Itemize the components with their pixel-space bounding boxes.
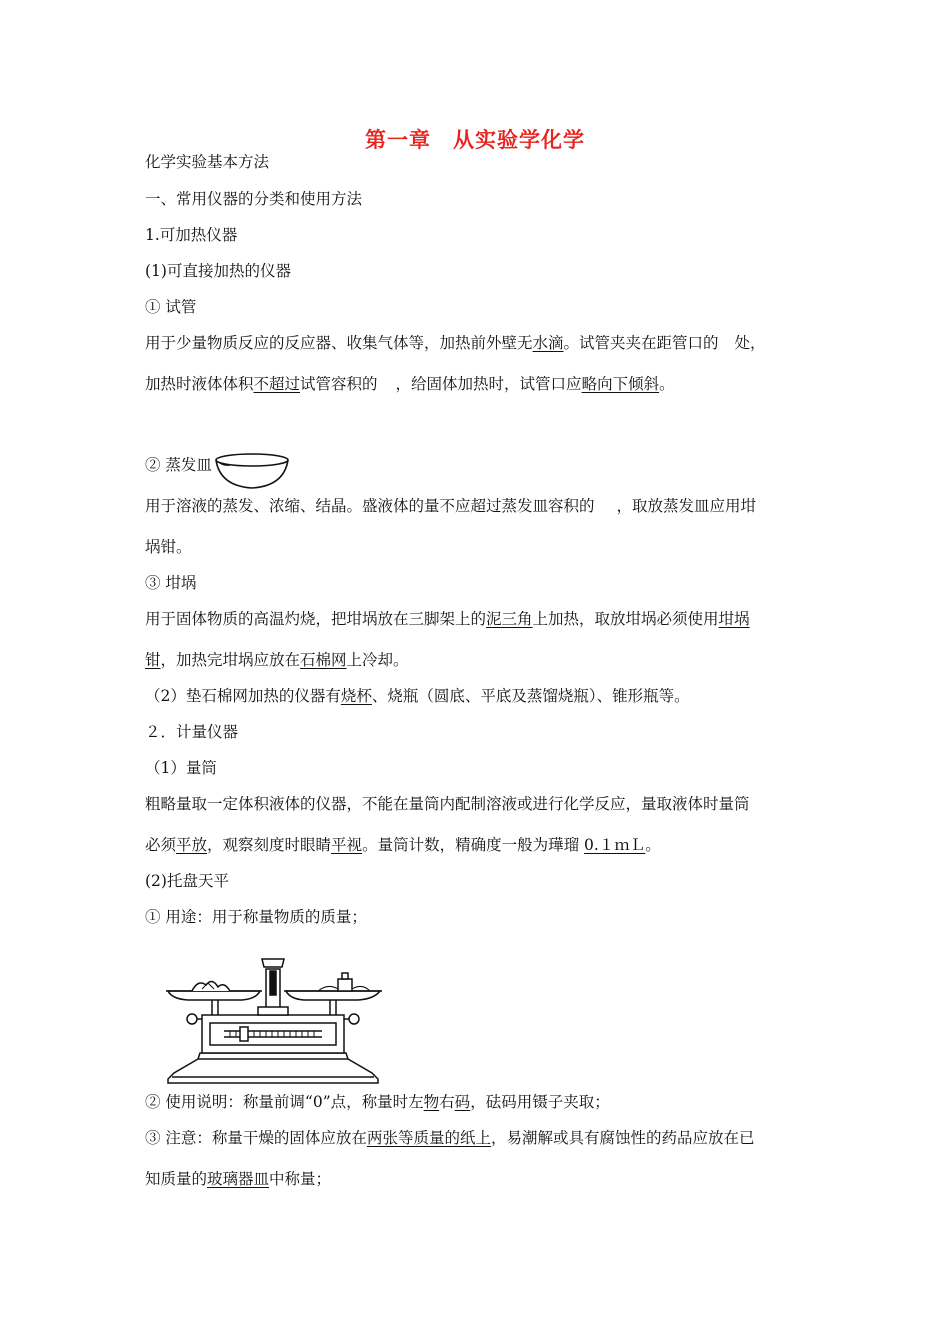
balance-note-line2 [145,1169,331,1189]
text: 中称量； [269,1170,332,1188]
heading-direct-heating: (1)可直接加热的仪器 [145,262,291,280]
test-tube-paragraph-line1 [145,333,766,353]
chapter-title: 第一章 从实验学化学 [365,128,585,152]
answer-blank: 平放 [176,836,208,854]
text: ③ 注意：称量干燥的固体应放在 [145,1129,367,1147]
text: 用于少量物质反应的反应器、收集气体等，加热前外壁无 [145,334,533,352]
evaporating-dish-illustration [214,452,290,494]
text: ，砝码用镊子夹取； [470,1093,610,1111]
heading-measuring-instruments: ２．计量仪器 [145,723,239,741]
asbestos-gauze-paragraph [145,686,690,706]
cylinder-paragraph-line2 [145,835,661,855]
text: 试管容积的 [300,375,378,393]
answer-blank: 玻璃器皿 [207,1170,270,1188]
answer-blank: 水滴 [532,334,564,352]
cylinder-paragraph-line1: 粗略量取一定体积液体的仪器，不能在量筒内配制溶液或进行化学反应，量取液体时量筒 [145,795,750,813]
text: 。 [645,836,661,854]
text: 右 [439,1093,455,1111]
answer-blank: 钳 [145,651,161,669]
text: 加热时液体体积 [145,375,254,393]
answer-blank: 烧杯 [340,687,372,705]
text: 用于溶液的蒸发、浓缩、结晶。盛液体的量不应超过蒸发皿容积的 [145,497,595,515]
crucible-paragraph-line1 [145,609,750,629]
text: 知质量的 [145,1170,208,1188]
text: （2）垫石棉网加热的仪器有 [145,687,341,705]
test-tube-label: ① 试管 [145,298,197,316]
text: 上加热，取放坩埚必须使用 [532,610,719,628]
text: ，观察刻度时眼睛 [207,836,332,854]
answer-blank: 坩埚 [718,610,750,628]
text: 。量筒计数，精确度一般为璍瑠 [362,836,584,854]
answer-blank: 码 [454,1093,471,1111]
balance-use: ① 用途：用于称量物质的质量； [145,908,367,926]
balance-label: (2)托盘天平 [145,872,229,890]
crucible-paragraph-line2 [145,650,409,670]
text: ，给固体加热时，试管口应 [395,375,582,393]
text: ② 使用说明：称量前调“0”点，称量时左 [145,1093,424,1111]
text: 上冷却。 [346,651,409,669]
text: 用于固体物质的高温灼烧，把坩埚放在三脚架上的 [145,610,487,628]
answer-blank: 泥三角 [486,610,533,628]
answer-blank: 不超过 [253,375,301,393]
heading-heatable-instruments: 1.可加热仪器 [145,226,238,244]
answer-blank: 略向下倾斜 [581,375,660,393]
answer-blank: 平视 [331,836,363,854]
section-heading: 化学实验基本方法 [145,153,270,171]
evaporating-dish-paragraph-line2: 埚钳。 [145,538,192,556]
text: 必须 [145,836,177,854]
text: ，加热完坩埚应放在 [160,651,301,669]
text: 、烧瓶（圆底、平底及蒸馏烧瓶）、锥形瓶等。 [371,687,690,705]
answer-blank: 两张等质量的纸上 [366,1129,491,1147]
answer-blank: 物 [423,1093,440,1111]
balance-instructions [145,1092,610,1112]
answer-blank: 0.１ｍＬ [584,836,646,854]
text: ，取放蒸发皿应用坩 [616,497,757,515]
evaporating-dish-label: ② 蒸发皿 [145,456,212,474]
balance-illustration [162,955,384,1085]
test-tube-paragraph-line2 [145,374,675,394]
cylinder-label: （1）量筒 [145,759,217,777]
balance-note-line1 [145,1128,754,1148]
text: 处， [734,334,766,352]
heading-instrument-classification: 一、常用仪器的分类和使用方法 [145,190,363,208]
evaporating-dish-paragraph-line1 [145,496,756,516]
crucible-label: ③ 坩埚 [145,574,197,592]
answer-blank: 石棉网 [300,651,347,669]
text: 。 [659,375,675,393]
text: 。试管夹夹在距管口的 [563,334,719,352]
text: ，易潮解或具有腐蚀性的药品应放在已 [490,1129,755,1147]
